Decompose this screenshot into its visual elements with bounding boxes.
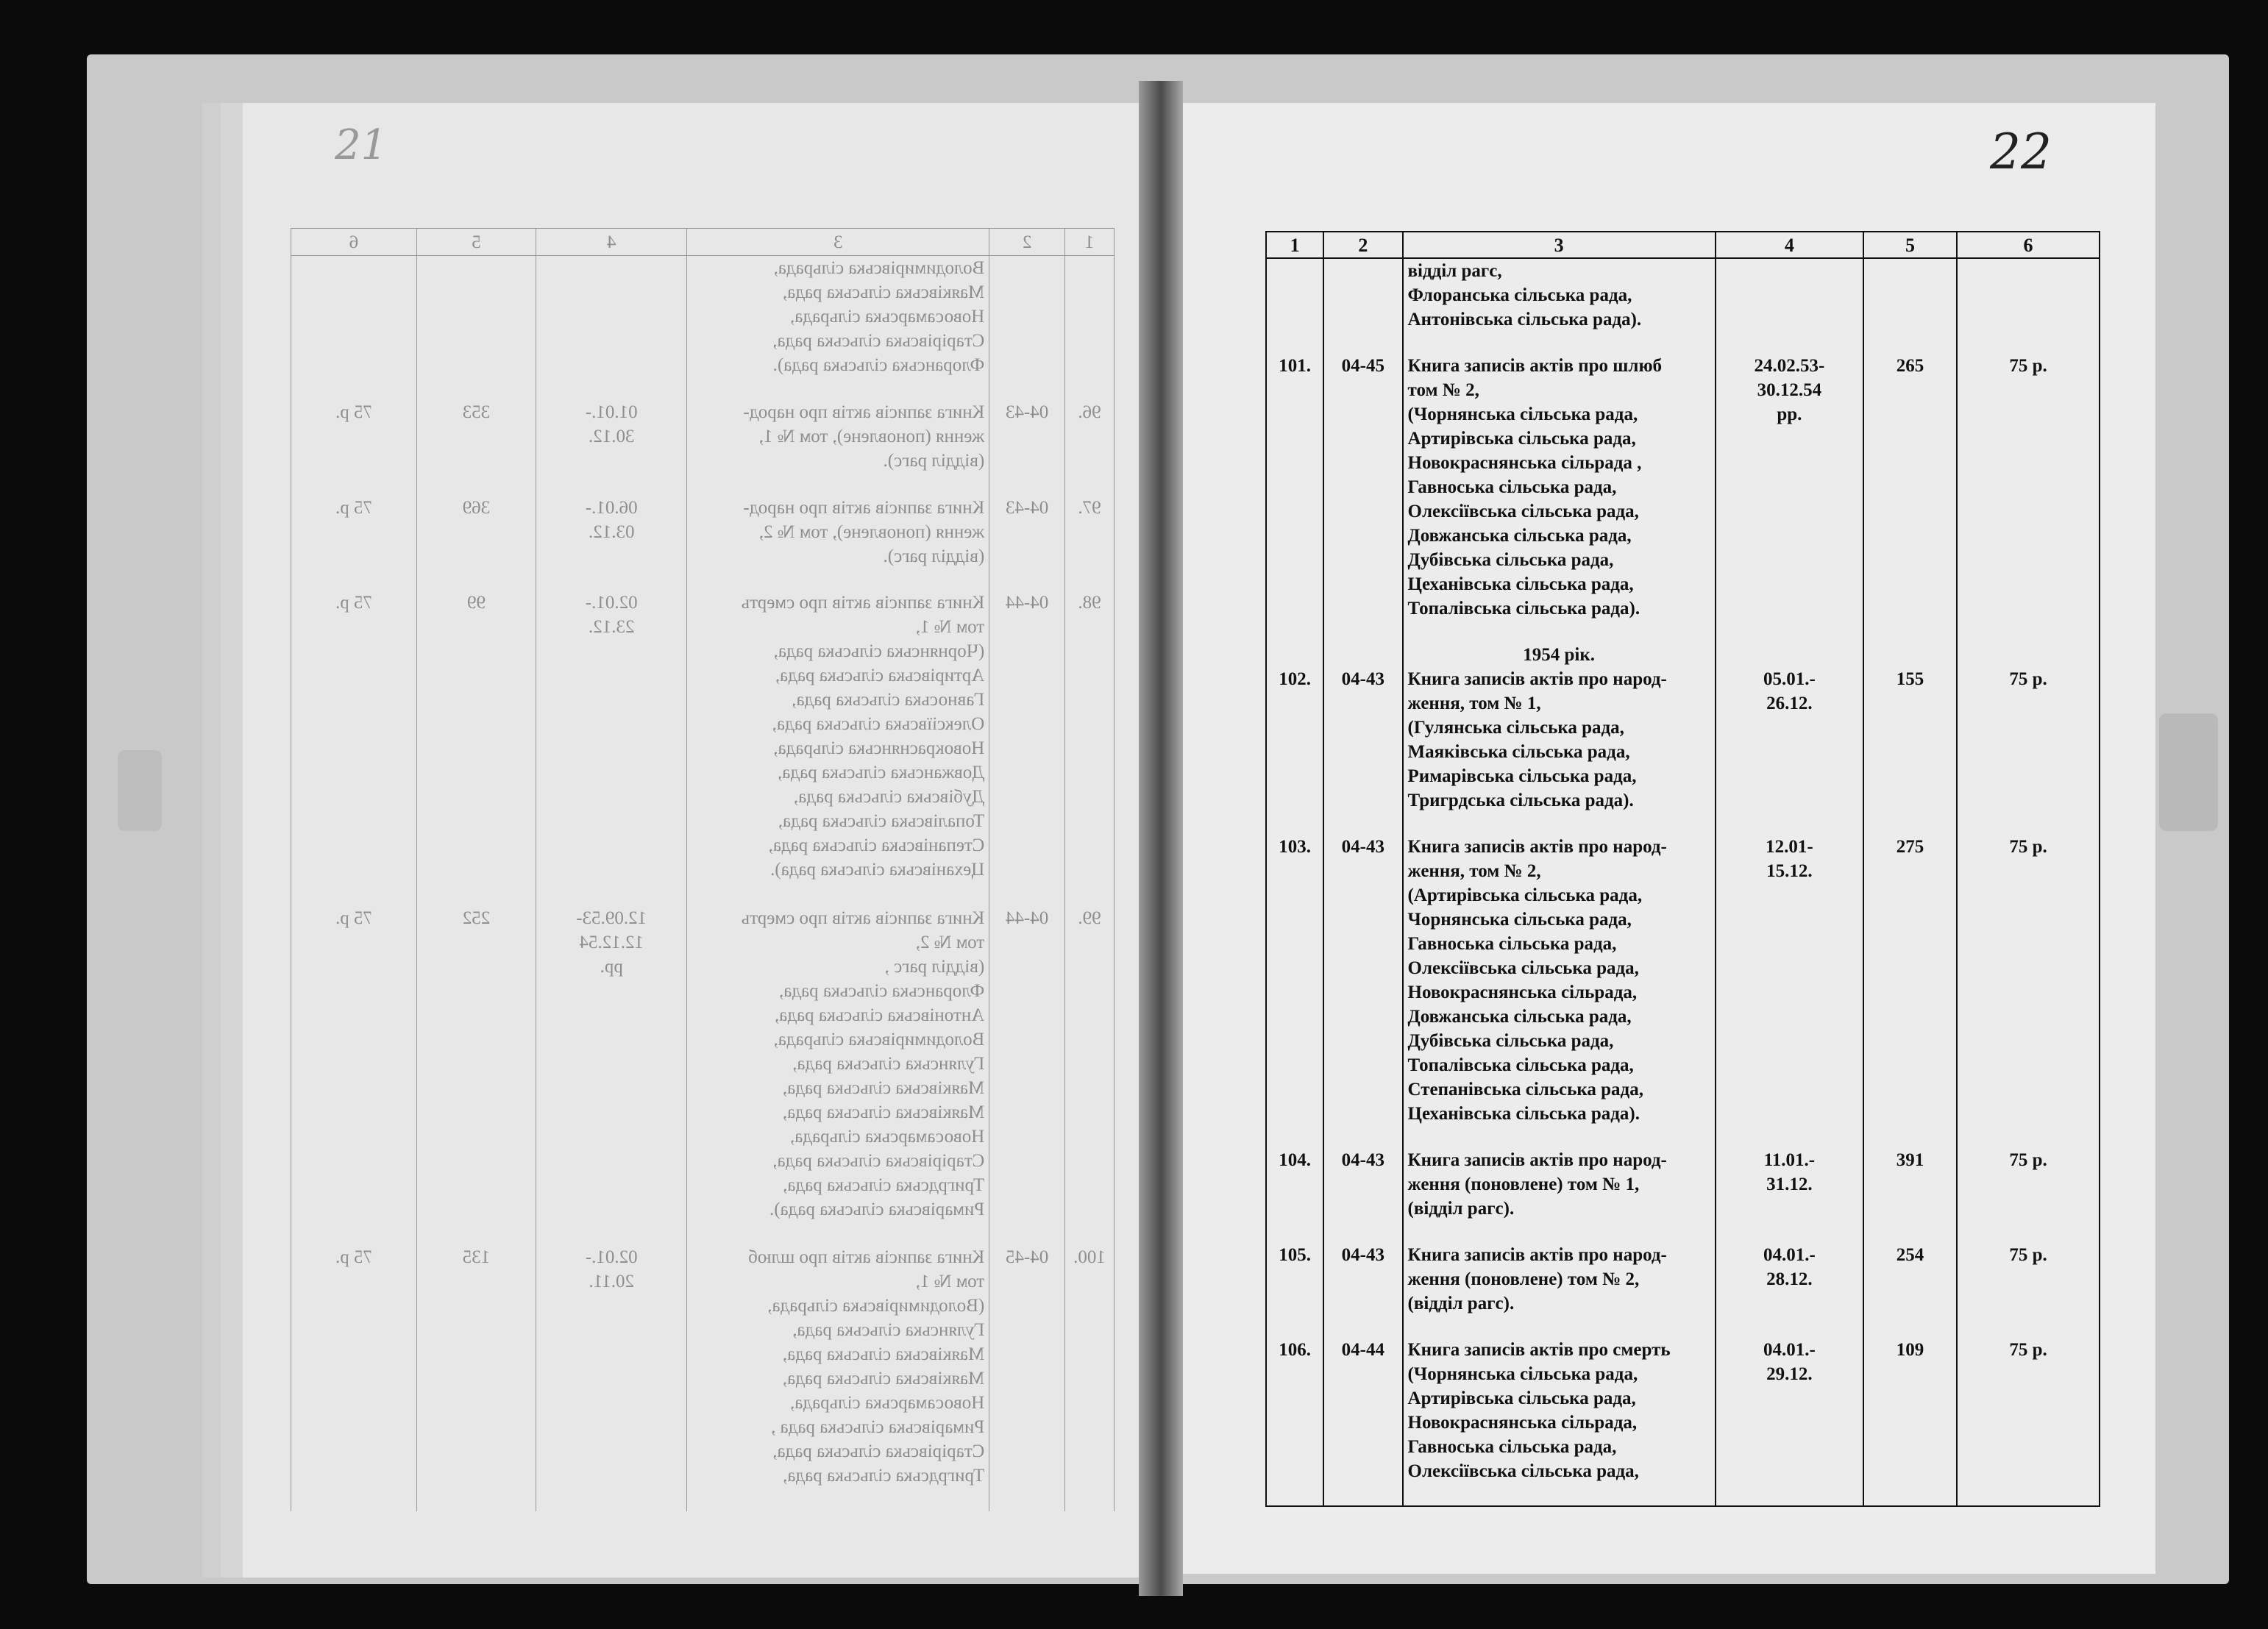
left-retention-term: 75 р. [291, 1245, 417, 1511]
table-row [1266, 258, 2100, 354]
left-description-line: Книга записів актів про смерть [741, 908, 985, 928]
left-description-line: Старірівська сільська рада, [772, 1150, 985, 1171]
left-description [687, 496, 989, 591]
left-item-number: 96. [1064, 400, 1114, 496]
retention-term [1957, 258, 2100, 354]
left-description-line: (відділ рагс). [883, 451, 985, 471]
header-col-5: 5 [1863, 232, 1957, 258]
description-line: Гавноська сільська рада, [1407, 934, 1617, 954]
left-sheet-count: 252 [416, 906, 536, 1245]
sheet-count: 391 [1863, 1148, 1957, 1243]
date-range [1716, 835, 1863, 1148]
description-line: ження, том № 2, [1407, 861, 1541, 881]
cell-line: рр. [600, 956, 623, 977]
left-file-code: 04-45 [989, 1245, 1065, 1511]
cell-line: 31.12. [1766, 1174, 1813, 1194]
left-item-number: 100. [1064, 1245, 1114, 1511]
cell-line: 30.12.54 [1757, 380, 1822, 400]
table-row [1266, 1148, 2100, 1243]
table-row [1266, 643, 2100, 667]
cell-6 [1957, 643, 2100, 667]
left-description-line: Книга записів актів про смерть [741, 593, 985, 613]
left-date-range [536, 256, 687, 401]
left-description-line: Цеханівська сільська рада). [770, 860, 985, 880]
cell-line: 20.11. [589, 1272, 635, 1292]
left-sheet-count [416, 256, 536, 401]
left-description-line: Тригрдська сільська рада, [783, 1466, 985, 1486]
description-line: Книга записів актів про шлюб [1407, 356, 1663, 376]
retention-term: 75 р. [1957, 354, 2100, 643]
description [1403, 258, 1716, 354]
file-code: 04-43 [1323, 835, 1402, 1148]
cell-line: 24.02.53- [1754, 356, 1825, 376]
description [1403, 835, 1716, 1148]
cell-2 [1323, 643, 1402, 667]
left-description-line: Володимирівська сільрада, [773, 1029, 985, 1049]
date-range [1716, 1148, 1863, 1243]
left-description-line: Новосамарська сільрада, [790, 1126, 985, 1147]
left-description [687, 1245, 989, 1511]
left-description-line: Маяківська сільська рада, [782, 1369, 985, 1389]
description-line: Новокраснянська сільрада , [1407, 453, 1642, 473]
left-description-line: Топалівська сільська рада, [778, 811, 985, 832]
file-code: 04-43 [1323, 1243, 1402, 1338]
cell-line: 26.12. [1766, 694, 1813, 713]
description-line: (Чорнянська сільська рада, [1407, 1364, 1638, 1384]
cell-line: 02.01.- [585, 593, 638, 613]
description-line: Дубівська сільська рада, [1407, 1031, 1614, 1051]
left-description-line: ження (поновлене), том № 1, [758, 427, 985, 447]
description-line: ження, том № 1, [1407, 694, 1541, 713]
description-line: Олексіївська сільська рада, [1407, 958, 1639, 978]
left-file-code: 04-44 [989, 906, 1065, 1245]
file-code: 04-43 [1323, 667, 1402, 835]
left-table-row [291, 400, 1115, 496]
binding-tie-left [118, 750, 162, 831]
left-description-line: (відділ рагс , [884, 956, 985, 977]
table-row [1266, 835, 2100, 1148]
description-line: (Гулянська сільська рада, [1407, 718, 1624, 738]
sheet-count [1863, 258, 1957, 354]
left-description-line: Маяківська сільська рада, [782, 1102, 985, 1122]
left-description-line: Книга записів актів про народ- [743, 497, 985, 518]
cell-1 [1266, 643, 1323, 667]
sheet-count: 254 [1863, 1243, 1957, 1338]
description-line: (Артирівська сільська рада, [1407, 885, 1643, 905]
left-table-row [291, 1245, 1115, 1511]
left-header-1: 1 [1064, 229, 1114, 256]
header-row [1266, 232, 2100, 258]
left-description-line: Книга записів актів про народ- [743, 402, 985, 423]
left-sheet-count: 135 [416, 1245, 536, 1511]
left-file-code [989, 256, 1065, 401]
date-range [1716, 354, 1863, 643]
pencil-page-mark: 21 [335, 121, 388, 169]
left-sheet-count: 369 [416, 496, 536, 591]
file-code [1323, 258, 1402, 354]
left-description-line: Антонівська сільська рада, [774, 1005, 985, 1025]
left-file-code: 04-44 [989, 591, 1065, 905]
left-header-5: 5 [416, 229, 536, 256]
table-row [1266, 1338, 2100, 1506]
left-file-code: 04-43 [989, 496, 1065, 591]
cell-line: 12.01- [1766, 837, 1813, 857]
left-description-line: том № 2, [915, 932, 985, 952]
year-heading: 1954 рік. [1523, 645, 1596, 665]
cell-line: 05.01.- [1763, 669, 1816, 689]
description-line: Цеханівська сільська рада, [1407, 574, 1634, 594]
retention-term: 75 р. [1957, 667, 2100, 835]
left-sheet-count: 99 [416, 591, 536, 905]
left-description-line: (відділ рагс). [883, 546, 985, 566]
left-description-line: Старірівська сільська рада, [772, 1441, 985, 1462]
cell-line: 06.01.- [585, 497, 638, 518]
left-item-number [1064, 256, 1114, 401]
left-description-line: (Володимирівська сільрада, [767, 1296, 985, 1316]
left-description-line: Маяківська сільська рада, [782, 282, 985, 302]
cell-line: 15.12. [1766, 861, 1813, 881]
date-range [1716, 667, 1863, 835]
cell-line: 28.12. [1766, 1269, 1813, 1289]
left-sheet-count: 353 [416, 400, 536, 496]
left-description-line: Тригрдська сільська рада, [783, 1174, 985, 1195]
description-line: Гавноська сільська рада, [1407, 477, 1617, 497]
retention-term: 75 р. [1957, 1148, 2100, 1243]
description-line: Маяківська сільська рада, [1407, 742, 1630, 762]
description-line: Довжанська сільська рада, [1407, 1007, 1632, 1027]
cell-line: 01.01.- [585, 402, 638, 423]
description-line: Топалівська сільська рада). [1407, 599, 1640, 619]
left-date-range [536, 1245, 687, 1511]
left-description-line: Гулянська сільська рада, [792, 1053, 985, 1074]
cell-line: 23.12. [588, 617, 635, 638]
left-item-number: 99. [1064, 906, 1114, 1245]
header-col-2: 2 [1323, 232, 1402, 258]
description [1403, 667, 1716, 835]
sheet-count: 265 [1863, 354, 1957, 643]
left-description-line: Маяківська сільська рада, [782, 1344, 985, 1365]
left-description-line: ження (поновлене), том № 2, [758, 521, 985, 542]
cell-4 [1716, 643, 1863, 667]
description-line: Чорнянська сільська рада, [1407, 910, 1632, 930]
description-line: Дубівська сільська рада, [1407, 550, 1614, 570]
left-description-line: Олексіївська сільська рада, [772, 714, 985, 735]
book-gutter [1139, 81, 1183, 1596]
left-description-line: Книга записів актів про шлюб [748, 1247, 985, 1268]
description [1403, 354, 1716, 643]
item-number [1266, 258, 1323, 354]
header-col-6: 6 [1957, 232, 2100, 258]
table-row [1266, 667, 2100, 835]
description-line: Гавноська сільська рада, [1407, 1437, 1617, 1457]
left-table-row [291, 496, 1115, 591]
description-line: ження (поновлене) том № 1, [1407, 1174, 1640, 1194]
description-line: Довжанська сільська рада, [1407, 526, 1632, 546]
item-number: 101. [1266, 354, 1323, 643]
description-line: відділ рагс, [1407, 261, 1502, 281]
left-retention-term: 75 р. [291, 496, 417, 591]
description-line: Олексіївська сільська рада, [1407, 502, 1639, 521]
cell-line: рр. [1777, 404, 1802, 424]
left-description [687, 591, 989, 905]
left-description-line: Володимирівська сільрада, [773, 258, 985, 278]
left-date-range [536, 400, 687, 496]
description-line: (Чорнянська сільська рада, [1407, 404, 1638, 424]
cell-5 [1863, 643, 1957, 667]
file-code: 04-45 [1323, 354, 1402, 643]
handwritten-page-number: 22 [1990, 124, 2052, 180]
retention-term: 75 р. [1957, 1338, 2100, 1506]
header-col-3: 3 [1403, 232, 1716, 258]
left-date-range [536, 496, 687, 591]
item-number: 105. [1266, 1243, 1323, 1338]
sheet-count: 275 [1863, 835, 1957, 1148]
description-line: Книга записів актів про народ- [1407, 837, 1667, 857]
description-line: Новокраснянська сільрада, [1407, 1413, 1638, 1433]
left-description-line: Маяківська сільська рада, [782, 1077, 985, 1098]
table-body [1266, 258, 2100, 1506]
description-line: Цеханівська сільська рада). [1407, 1104, 1640, 1124]
item-number: 102. [1266, 667, 1323, 835]
left-description-line: Старірівська сільська рада, [772, 331, 985, 351]
description-line: (відділ рагс). [1407, 1199, 1515, 1219]
left-date-range [536, 591, 687, 905]
description-line: Новокраснянська сільрада, [1407, 983, 1638, 1002]
left-description-line: Гавноська сільська рада, [792, 690, 985, 710]
description-line: Артирівська сільська рада, [1407, 1389, 1636, 1408]
left-description-line: Степанівська сільська рада, [768, 835, 985, 856]
description-line: Степанівська сільська рада, [1407, 1080, 1643, 1099]
left-page-bleed-through [291, 228, 1115, 1511]
retention-term: 75 р. [1957, 1243, 2100, 1338]
item-number: 103. [1266, 835, 1323, 1148]
left-description-line: Новосамарська сільрада, [790, 307, 985, 327]
binding-tie-right [2159, 713, 2218, 831]
description-line: Книга записів актів про народ- [1407, 669, 1667, 689]
description-line: Книга записів актів про народ- [1407, 1150, 1667, 1170]
left-file-code: 04-43 [989, 400, 1065, 496]
year-heading-cell [1403, 643, 1716, 667]
description-line: Книга записів актів про народ- [1407, 1245, 1667, 1265]
left-header-3: 3 [687, 229, 989, 256]
date-range [1716, 1243, 1863, 1338]
table-row [1266, 354, 2100, 643]
header-col-1: 1 [1266, 232, 1323, 258]
description [1403, 1148, 1716, 1243]
sheet-count: 155 [1863, 667, 1957, 835]
left-header-4: 4 [536, 229, 687, 256]
cell-line: 03.12. [588, 521, 635, 542]
cell-line: 30.12. [588, 427, 635, 447]
retention-term: 75 р. [1957, 835, 2100, 1148]
left-table-body [291, 256, 1115, 1512]
left-description-line: (Чорнянська сільська рада, [773, 641, 985, 662]
cell-line: 29.12. [1766, 1364, 1813, 1384]
left-description-line: Новокраснянська сільрада, [773, 738, 985, 759]
left-table-row [291, 256, 1115, 401]
left-description-line: Дубівська сільська рада, [793, 787, 985, 808]
cell-line: 04.01.- [1763, 1245, 1816, 1265]
description-line: Топалівська сільська рада, [1407, 1055, 1634, 1075]
description [1403, 1243, 1716, 1338]
left-description-line: Новосамарська сільрада, [790, 1393, 985, 1414]
left-description-line: том № 1, [915, 1272, 985, 1292]
left-retention-term: 75 р. [291, 400, 417, 496]
description-line: Олексіївська сільська рада, [1407, 1461, 1639, 1481]
file-code: 04-43 [1323, 1148, 1402, 1243]
left-description-line: Римарівська сільська рада , [771, 1417, 985, 1438]
left-retention-term: 75 р. [291, 591, 417, 905]
date-range [1716, 1338, 1863, 1506]
header-col-4: 4 [1716, 232, 1863, 258]
left-header-row [291, 229, 1115, 256]
inventory-table [1265, 231, 2100, 1507]
description-line: Тригрдська сільська рада). [1407, 791, 1634, 810]
description-line: Римарівська сільська рада, [1407, 766, 1637, 786]
left-description-line: Флоранська сільська рада). [772, 355, 985, 375]
left-description-line: том № 1, [915, 617, 985, 638]
left-description [687, 400, 989, 496]
left-description-line: Флоранська сільська рада, [779, 980, 985, 1001]
left-description [687, 256, 989, 401]
date-range [1716, 258, 1863, 354]
cell-line: 11.01.- [1763, 1150, 1816, 1170]
left-retention-term [291, 256, 417, 401]
cell-line: 02.01.- [585, 1247, 638, 1268]
left-inventory-table [291, 228, 1115, 1511]
left-table-row [291, 591, 1115, 905]
left-header-2: 2 [989, 229, 1065, 256]
description [1403, 1338, 1716, 1506]
cell-line: 04.01.- [1763, 1340, 1816, 1360]
left-date-range [536, 906, 687, 1245]
left-description-line: Довжанська сільська рада, [778, 763, 985, 783]
cell-line: 12.12.54 [579, 932, 644, 952]
table-row [1266, 1243, 2100, 1338]
description-line: ження (поновлене) том № 2, [1407, 1269, 1640, 1289]
left-description-line: Артирівська сільська рада, [775, 666, 985, 686]
left-description-line: Гулянська сільська рада, [792, 1320, 985, 1341]
description-line: том № 2, [1407, 380, 1479, 400]
description-line: Флоранська сільська рада, [1407, 285, 1632, 305]
left-retention-term: 75 р. [291, 906, 417, 1245]
item-number: 104. [1266, 1148, 1323, 1243]
left-description [687, 906, 989, 1245]
file-code: 04-44 [1323, 1338, 1402, 1506]
item-number: 106. [1266, 1338, 1323, 1506]
description-line: Книга записів актів про смерть [1407, 1340, 1671, 1360]
description-line: Антонівська сільська рада). [1407, 310, 1642, 329]
cell-line: 12.09.53- [576, 908, 647, 928]
sheet-count: 109 [1863, 1338, 1957, 1506]
left-item-number: 98. [1064, 591, 1114, 905]
left-item-number: 97. [1064, 496, 1114, 591]
description-line: Артирівська сільська рада, [1407, 429, 1636, 449]
description-line: (відділ рагс). [1407, 1294, 1515, 1313]
left-table-row [291, 906, 1115, 1245]
left-header-6: 6 [291, 229, 417, 256]
left-description-line: Римарівська сільська рада). [769, 1199, 985, 1219]
